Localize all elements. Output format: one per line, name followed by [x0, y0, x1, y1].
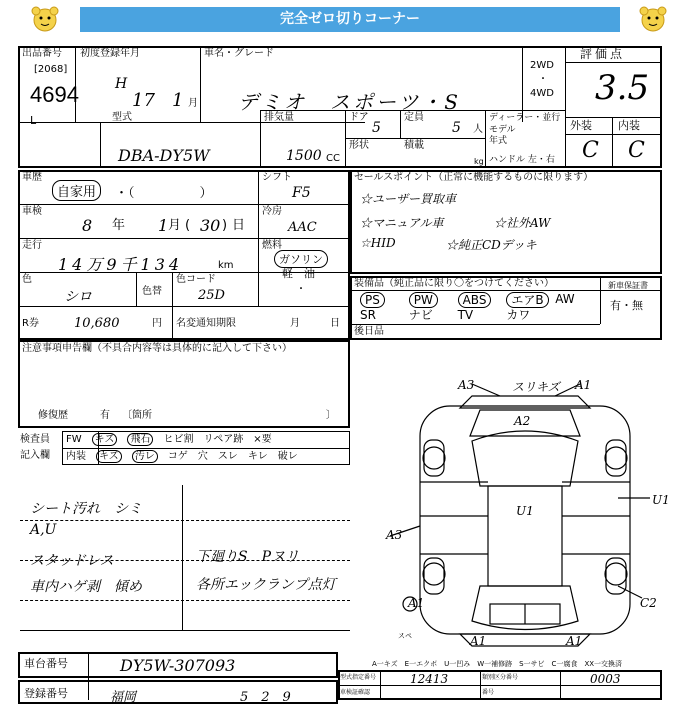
- era-value: H: [115, 76, 128, 92]
- fuel-gas-circled: ガソリン: [274, 250, 328, 268]
- notice-month: 月: [290, 318, 300, 329]
- equipment-item-2-1: TV: [457, 308, 474, 322]
- first-reg-label: 初度登録年月: [80, 48, 140, 59]
- ac-label: 冷房: [262, 206, 282, 217]
- modelyear-label-2: 年式: [489, 136, 508, 146]
- inspection-day-unit: 日: [232, 218, 246, 233]
- equipment-grid: [356, 292, 600, 324]
- fuel-dot: ・: [296, 284, 306, 295]
- score-value: 3.5: [595, 68, 650, 108]
- inspector-row2-item-1: キズ: [96, 450, 122, 463]
- history-private-circled: [52, 180, 101, 201]
- inspector-row1-item-3: ヒビ割: [163, 434, 194, 445]
- lot-label: 出品番号: [22, 48, 62, 59]
- equipment-item-1-0: PW: [409, 292, 438, 308]
- damage-label-9: C2: [640, 596, 657, 610]
- inspector-row1-item-4: リペア跡: [203, 434, 244, 445]
- cc-label: 排気量: [264, 112, 294, 123]
- recycle-label: R券: [22, 318, 39, 329]
- sales-line-5: ☆純正CDデッキ: [446, 238, 537, 252]
- fuel-diesel: 軽 油: [282, 267, 315, 280]
- shift-value: F5: [292, 185, 311, 201]
- repair-value: 有: [100, 410, 110, 421]
- damage-label-3: A1: [575, 378, 592, 392]
- inspector-row-1: [66, 434, 282, 446]
- registration-label: 登録番号: [24, 687, 68, 700]
- damage-label-8: A1: [408, 596, 425, 610]
- equipment-item-1-1: ナビ: [408, 308, 433, 322]
- notice-day: 日: [330, 318, 340, 329]
- header-banner: 完全ゼロ切りコーナー: [80, 7, 620, 32]
- comment-1: シート汚れ シミ: [30, 501, 142, 517]
- number-label: 番号: [482, 689, 495, 696]
- rear-items-label: 後日品: [354, 326, 384, 337]
- inspection-year-unit: 年: [112, 218, 126, 233]
- fuel-gas: [274, 250, 328, 268]
- new-warranty-label: 新車保証書: [608, 281, 648, 290]
- mileage-label: 走行: [22, 240, 42, 251]
- seat-label: 定員: [404, 112, 424, 123]
- sales-line-3: ☆社外AW: [494, 216, 551, 230]
- mark-l: L: [30, 114, 37, 127]
- inspection-year: 8: [82, 216, 93, 235]
- paren-open: (: [185, 218, 191, 233]
- score-label: 評価点: [580, 47, 626, 61]
- model-label: 型式: [112, 112, 132, 123]
- color-value: シロ: [64, 289, 92, 305]
- equipment-item-0-0: PS: [360, 292, 385, 308]
- shift-label: シフト: [262, 172, 292, 183]
- equipment-item-0-1: SR: [360, 308, 376, 322]
- history-rest: ・（ ）: [115, 186, 213, 201]
- month-unit: 月: [188, 98, 198, 109]
- inspector-row1-item-1: キズ: [92, 433, 118, 446]
- damage-label-12: スペ: [398, 632, 412, 640]
- cc-value: 1500: [286, 148, 322, 164]
- damage-label-2: スリキズ: [512, 380, 560, 394]
- damage-label-5: U1: [516, 504, 534, 518]
- inspector-row2-item-6: キレ: [247, 451, 268, 462]
- history-label: 車歴: [22, 172, 42, 183]
- model-value: DBA-DY5W: [118, 146, 210, 165]
- damage-label-4: A2: [514, 414, 531, 428]
- inspector-row2-item-5: スレ: [217, 451, 238, 462]
- load-label: 積載: [404, 140, 424, 151]
- door-value: 5: [372, 120, 381, 136]
- inspection-label: 車検: [22, 206, 42, 217]
- exterior-grade: C: [582, 138, 599, 163]
- drive-4wd: 4WD: [530, 88, 554, 99]
- inspector-row2-item-7: 破レ: [277, 451, 298, 462]
- name-label: 車名・グレード: [204, 48, 274, 59]
- seat-value: 5: [452, 120, 461, 136]
- damage-legend: A一キズ E一エクボ U一凹み W一補修跡 S一サビ C一腐食 XX一交換済: [372, 660, 623, 668]
- color-label: 色: [22, 274, 32, 285]
- place-end: 〕: [326, 410, 336, 421]
- registration-number: 5 2 9: [240, 690, 291, 705]
- inspector-row2-item-2: 汚レ: [132, 450, 158, 463]
- inspector-row1-item-0: FW: [66, 434, 82, 445]
- inspector-row2-item-4: 穴: [197, 451, 208, 462]
- shape-label: 形状: [349, 140, 369, 151]
- inspection-month-unit: 月: [168, 218, 182, 233]
- inspector-row1-item-5: ×要: [253, 434, 272, 445]
- new-warranty-value: 有・無: [610, 299, 643, 312]
- interior-label: 内装: [618, 119, 640, 132]
- damage-label-10: A1: [470, 634, 487, 648]
- ac-value: AAC: [288, 220, 317, 235]
- repair-label: 修復歴: [38, 410, 68, 421]
- entry-label: 記入欄: [20, 450, 50, 461]
- dealer-label: ディーラー・並行: [489, 113, 561, 123]
- inspector-row-2: [66, 451, 308, 463]
- paren-close: ): [222, 218, 228, 233]
- colorcode-value: 25D: [198, 288, 225, 303]
- repaint-label: 色替: [142, 286, 162, 297]
- chassis-value: DY5W-307093: [120, 656, 236, 675]
- door-label: ドア: [349, 112, 369, 123]
- month-value: 1: [172, 90, 184, 111]
- inspection-day: 30: [200, 216, 221, 235]
- sales-title: セールスポイント（正常に機能するものに限ります）: [354, 172, 594, 183]
- mileage-value: 14万9千134: [58, 255, 184, 274]
- interior-grade: C: [628, 138, 645, 163]
- type-number-value: 12413: [410, 672, 449, 686]
- colorcode-label: 色コード: [176, 274, 216, 285]
- inspector-label: 検査員: [20, 434, 50, 445]
- class-number-label: 類別区分番号: [482, 674, 519, 681]
- notice-label: 名変通知期限: [176, 318, 236, 329]
- equipment-item-3-1: カワ: [506, 308, 531, 322]
- lot-sub: [2068]: [34, 64, 68, 75]
- comment-5: 下廻りS Pヌリ: [196, 549, 300, 565]
- comment-6: 各所エックランプ点灯: [196, 577, 336, 593]
- lot-number: 4694: [30, 82, 79, 107]
- equipment-title: 装備品（純正品に限り〇をつけてください）: [354, 278, 554, 289]
- type-number-label: 型式指定番号: [340, 674, 377, 681]
- chassis-label: 車台番号: [24, 657, 68, 670]
- inspection-month: 1: [158, 216, 169, 235]
- damage-label-1: A3: [458, 378, 475, 392]
- inspector-row2-item-0: 内装: [66, 451, 86, 462]
- history-value: 自家用: [52, 180, 101, 201]
- comment-2: A,U: [30, 522, 57, 538]
- exterior-label: 外装: [570, 119, 592, 132]
- mascot-left-icon: [30, 4, 60, 34]
- inspector-row2-item-3: コゲ: [167, 451, 188, 462]
- seat-unit: 人: [473, 124, 483, 135]
- damage-label-6: U1: [652, 493, 670, 507]
- mascot-right-icon: [638, 4, 668, 34]
- equipment-item-4-0: AW: [555, 292, 575, 306]
- place-label: 〔箇所: [122, 410, 152, 421]
- drive-dot: ・: [538, 74, 548, 85]
- sales-line-2: ☆マニュアル車: [360, 216, 444, 230]
- car-name: デミオ スポーツ・S: [238, 90, 461, 114]
- notes-title: 注意事項申告欄（不具合内容等は具体的に記入して下さい）: [22, 343, 292, 354]
- damage-label-11: A1: [566, 634, 583, 648]
- sales-line-1: ☆ユーザー買取車: [360, 192, 457, 206]
- comment-3: スタッドレス: [30, 553, 114, 569]
- km-unit: km: [218, 260, 234, 271]
- recycle-value: 10,680: [74, 316, 120, 331]
- drive-2wd: 2WD: [530, 60, 554, 71]
- damage-label-7: A3: [386, 528, 403, 542]
- class-number-value: 0003: [590, 672, 621, 686]
- sales-line-4: ☆HID: [360, 236, 396, 250]
- inspector-row1-item-2: 飛石: [127, 433, 153, 446]
- handle-label: ハンドル 左・右: [489, 155, 555, 165]
- comment-4: 車内ハゲ剥 傾め: [30, 579, 142, 595]
- equipment-item-2-0: ABS: [458, 292, 492, 308]
- cc-unit: CC: [326, 153, 340, 164]
- fuel-label: 燃料: [262, 240, 282, 251]
- modelyear-label-1: モデル: [489, 125, 516, 135]
- yen-unit: 円: [152, 318, 162, 329]
- registration-value: 福岡: [110, 690, 137, 705]
- cert-check-label: 車検証確認: [340, 689, 371, 696]
- kg-unit: kg: [474, 157, 484, 166]
- equipment-item-3-0: エアB: [506, 292, 548, 308]
- year-value: 17: [132, 90, 155, 111]
